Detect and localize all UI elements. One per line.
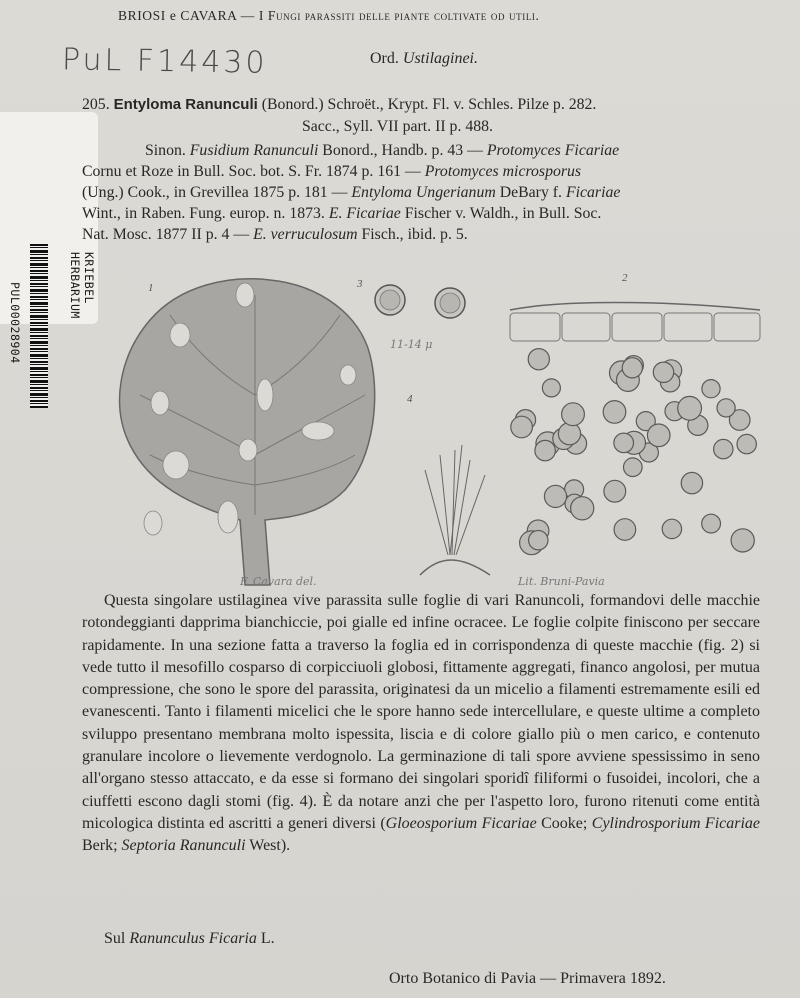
synonym-septoria: Septoria Ranunculi (121, 837, 246, 855)
page-header (118, 8, 540, 24)
species-citation: Sacc., Syll. VII part. II p. 488. (302, 118, 493, 135)
spore-illustration (375, 285, 465, 318)
spore-cell (558, 423, 580, 445)
synonym-gloeosporium: Gloeosporium Ficariae (385, 814, 537, 832)
description-text: Questa singolare ustilaginea vive parassita sulle foglie di vari Ranuncoli, formandovi delle macchie rotondeggianti dapprima bianchiccie, poi gialle ed infine ocracee. Le foglie colpite finiscono per seccare rapidamente. In una sezione fatta a traverso la foglia ed in corrispondenza di queste macchie (fig. 2) si vede tutto il mesofillo cosparso di corpicciuoli globosi, fittamente aggregati, financo angolosi, per mutua compressione, che sono le spore del parassita, originatesi da un micelio a filamenti estremamente esili ed evanescenti. Tanto i filamenti micelici che le spore hanno sede intercellulare, e queste ultime a completo sviluppo presentano membrana molto ispessita, liscia e di colore giallo più o men carico, e contenuto granulare incolore o lievemente verdognolo. La germinazione di tali spore avviene spessissimo in seno all'organo stesso attaccato, e da esse si formano dei singolari sporidî filiformi o fusoidei, incolori, che a ciuffetti escono dagli stomi (fig. 4). È da notare anzi che per l'aspetto loro, furono ritenuti come entità micologica distinta ed ascritti a generi diversi ( (82, 592, 760, 832)
fig-number-3: 3 (357, 278, 363, 290)
spore-cell (681, 472, 702, 493)
collection-footer: Orto Botanico di Pavia — Primavera 1892. (389, 970, 666, 987)
spore-cell (571, 497, 594, 520)
synonyms-line-3: (Ung.) Cook., in Grevillea 1875 p. 181 — Entyloma Ungerianum DeBary f. Ficariae (82, 184, 621, 201)
species-number: 205. (82, 96, 110, 113)
spore-cell (562, 403, 585, 426)
synonyms-line-2: Cornu et Roze in Bull. Soc. bot. S. Fr. 1874 p. 161 — Protomyces microsporus (82, 163, 582, 180)
spore-cell (535, 440, 555, 460)
species-heading (82, 94, 762, 116)
figure-plate (0, 255, 800, 595)
spore-cell (678, 396, 702, 420)
order-heading (370, 50, 478, 68)
credit-lithographer: Lit. Bruni-Pavia (518, 575, 605, 588)
section-illustration (510, 303, 760, 555)
spore-cell (622, 358, 642, 378)
spore-cell (737, 434, 756, 453)
spore-cell (653, 362, 673, 382)
species-authority: (Bonord.) Schroët., Krypt. Fl. v. Schles. Pilze p. 282. (261, 96, 597, 113)
spore-cell (529, 531, 548, 550)
spore-cell (528, 349, 549, 370)
spore-cell (614, 519, 636, 541)
spore-cells (511, 349, 757, 555)
fig-number-4: 4 (407, 393, 413, 405)
synonym-cylindrosporium: Cylindrosporium Ficariae (591, 814, 761, 832)
host-plant: Sul Ranunculus Ficaria L. (104, 930, 275, 947)
spore-cell (614, 433, 634, 453)
header-authors: BRIOSI e CAVARA (118, 8, 237, 23)
spore-cell (714, 439, 733, 458)
synonyms-line-5: Nat. Mosc. 1877 II p. 4 — E. verruculosum Fisch., ibid. p. 5. (82, 226, 468, 243)
fig-number-2: 2 (622, 272, 628, 284)
credit-drawer: F. Cavara del. (240, 575, 317, 588)
spore-cell (603, 401, 626, 424)
synonyms-line-1: Sinon. Fusidium Ranunculi Bonord., Handb. p. 43 — Protomyces Ficariae (145, 142, 620, 159)
scale-label: 11-14 μ (390, 338, 433, 351)
species-name: Entyloma Ranunculi (113, 96, 258, 113)
spore-cell (647, 424, 670, 447)
spore-cell (624, 458, 643, 477)
spore-cell (662, 519, 681, 538)
order-prefix: Ord. (370, 50, 399, 67)
spore-cell (544, 485, 566, 507)
spore-cell (717, 399, 735, 417)
synonyms-line-4: Wint., in Raben. Fung. europ. n. 1873. E. Ficariae Fischer v. Waldh., in Bull. Soc. (82, 205, 602, 222)
spore-cell (731, 529, 754, 552)
leaf-illustration (120, 279, 375, 585)
spore-cell (604, 480, 626, 502)
spore-cell (702, 514, 721, 533)
spore-cell (511, 416, 533, 438)
host-name: Ranunculus Ficaria (129, 930, 257, 947)
spore-cell (542, 379, 560, 397)
header-series: — I Fungi parassiti delle piante coltivate od utili. (240, 8, 540, 23)
sporidia-illustration (420, 445, 490, 575)
spore-cell (702, 380, 720, 398)
herbarium-name: KRIEBEL HERBARIUM (68, 252, 96, 319)
fig-number-1: 1 (148, 282, 154, 294)
handwritten-accession: PuL F14430 (61, 42, 268, 81)
order-name: Ustilaginei. (402, 50, 478, 67)
barcode-number: PUL00028904 (8, 282, 22, 364)
description: Questa singolare ustilaginea vive parassita sulle foglie di vari Ranuncoli, formandovi delle macchie rotondeggianti dapprima bianchiccie, poi gialle ed infine ocracee. Le foglie colpite finiscono per seccare rapidamente. In una sezione fatta a traverso la foglia ed in corrispondenza di queste macchie (fig. 2) si vede tutto il mesofillo cosparso di corpicciuoli globosi, fittamente aggregati, financo angolosi, per mutua compressione, che sono le spore del parassita, originatesi da un micelio a filamenti estremamente esili ed evanescenti. Tanto i filamenti micelici che le spore hanno sede intercellulare, e queste ultime a completo sviluppo presentano membrana molto ispessita, liscia e di colore giallo più o men carico, e contenuto granulare incolore o lievemente verdognolo. La germinazione di tali spore avviene spessissimo in seno all'organo stesso attaccato, e da esse si formano dei singolari sporidî filiformi o fusoidei, incolori, che a ciuffetti escono dagli stomi (fig. 4). È da notare anzi che per l'aspetto loro, furono ritenuti come entità micologica distinta ed ascritti a generi diversi (Gloeosporium Ficariae Cooke; Cylindrosporium Ficariae Berk; Septoria Ranunculi West). (82, 592, 761, 855)
